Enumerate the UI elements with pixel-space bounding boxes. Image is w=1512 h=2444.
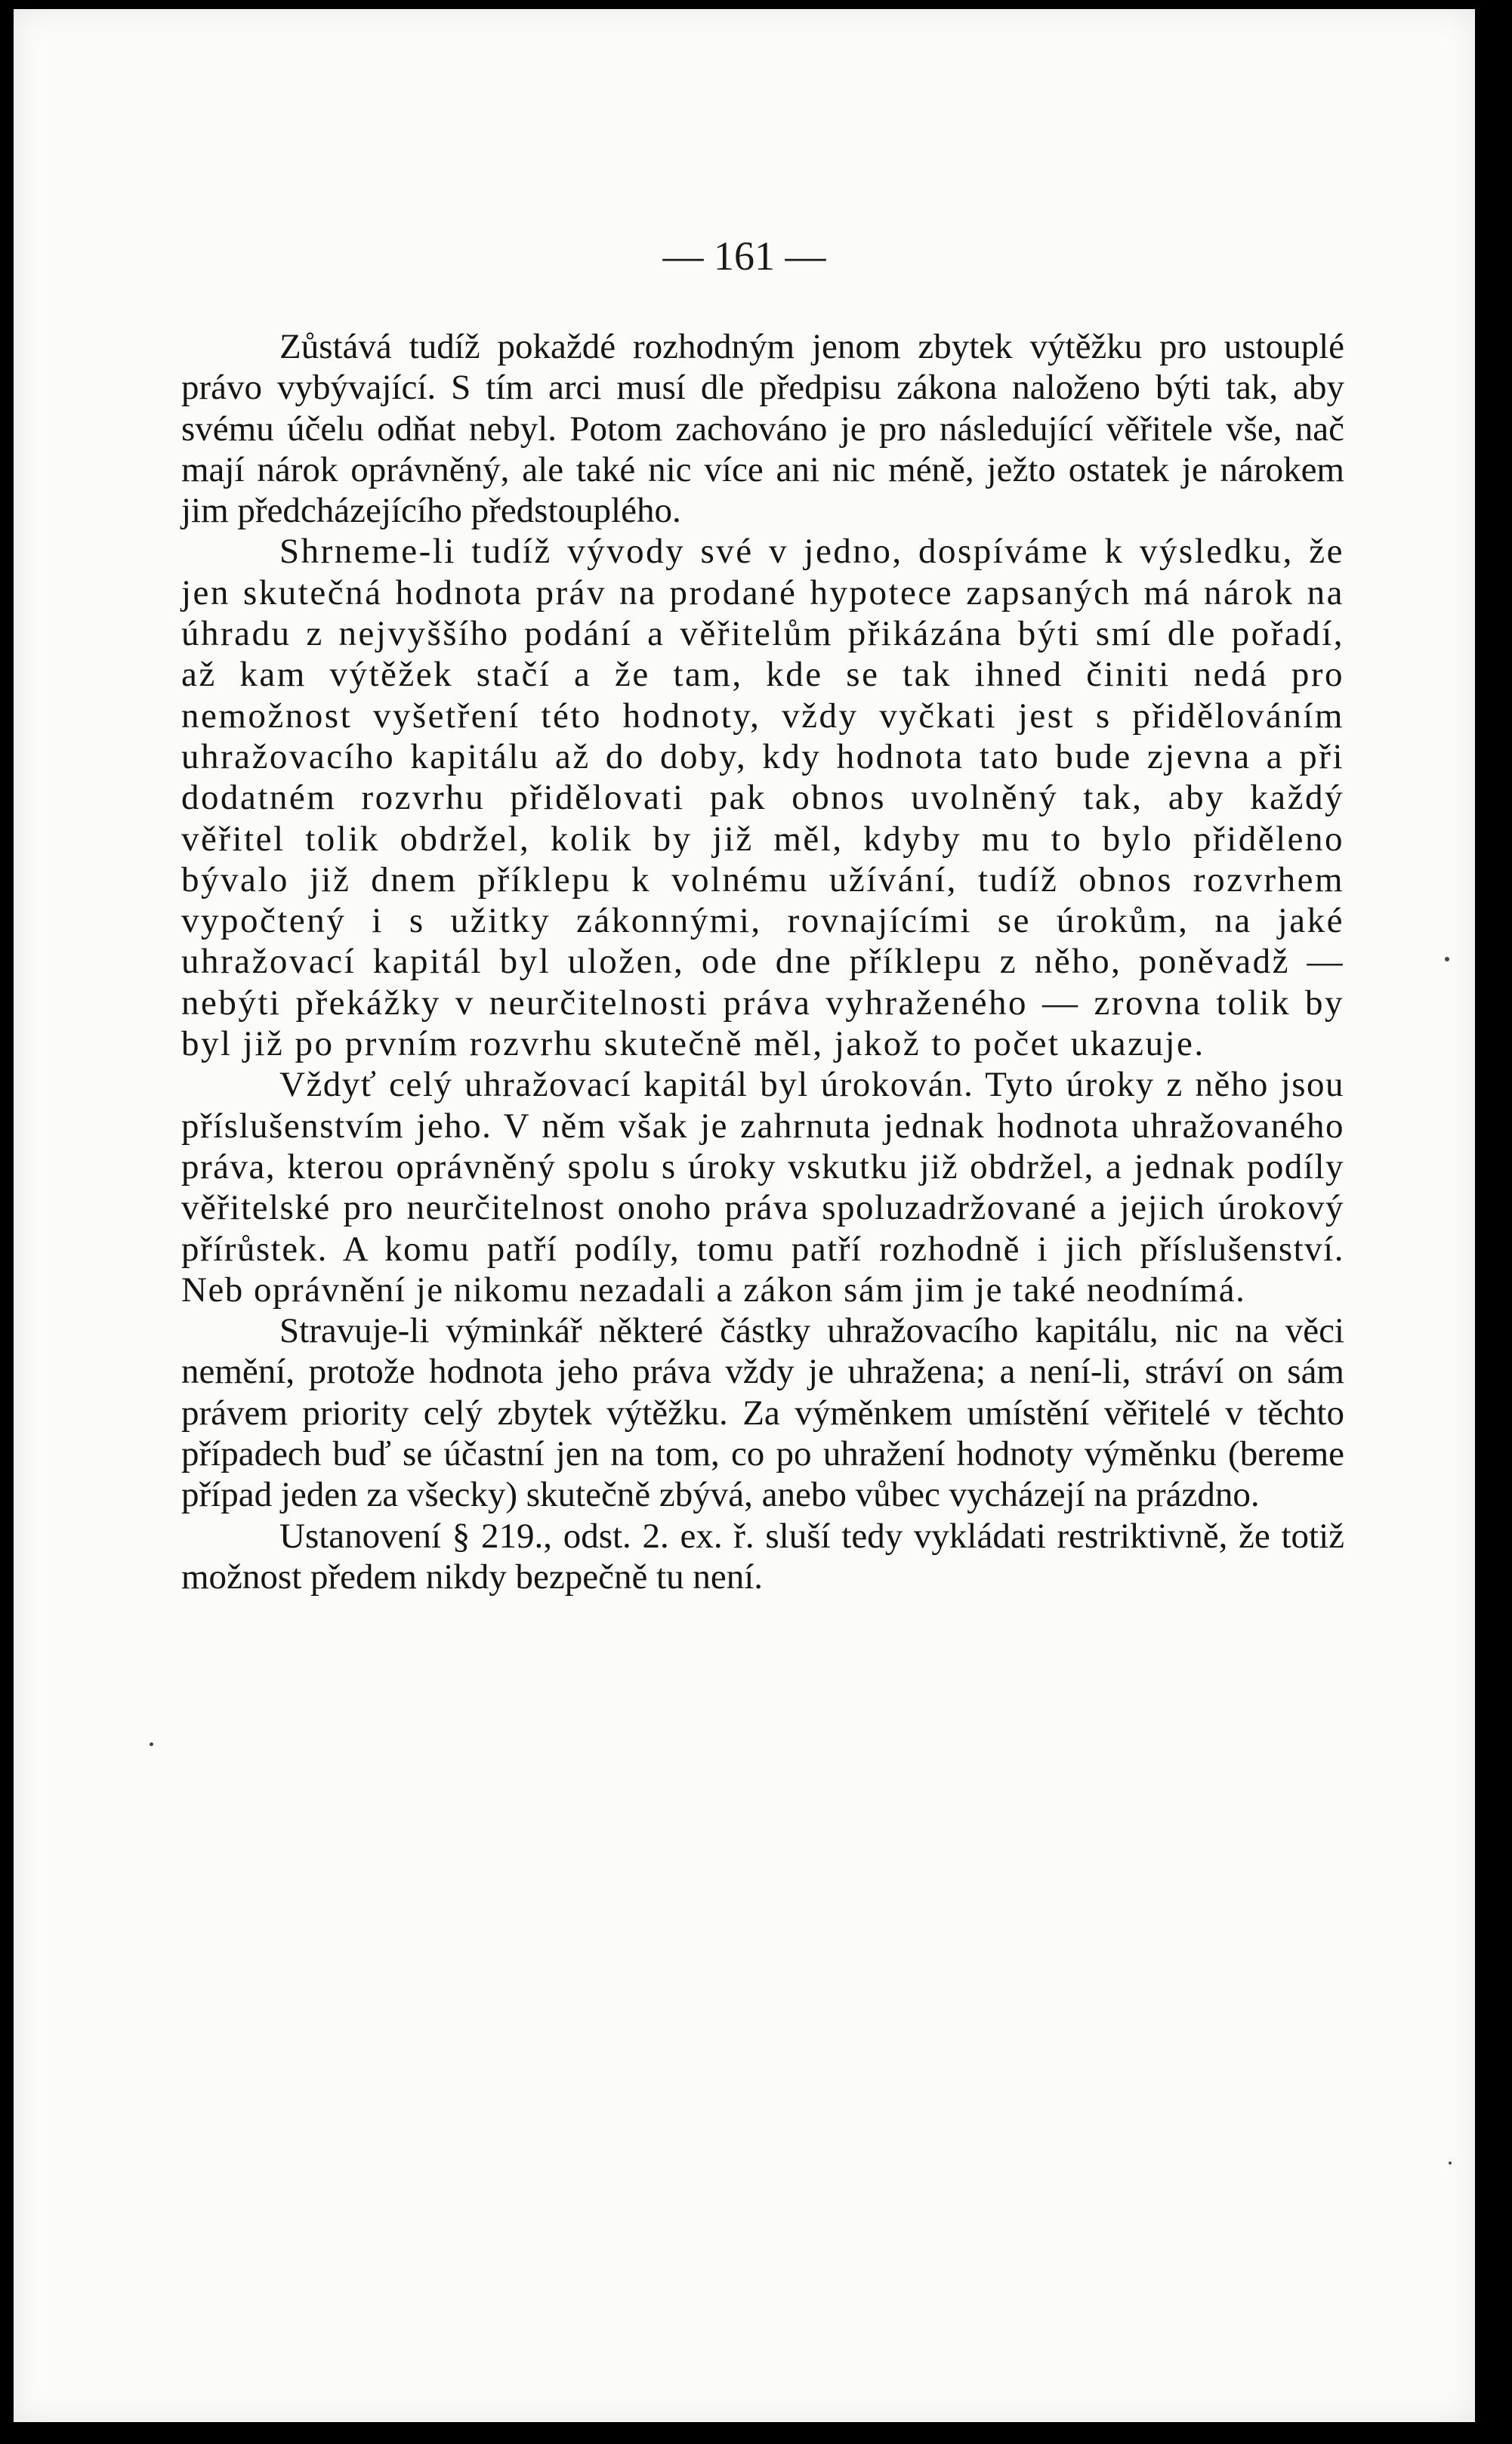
page-number: — 161 — [662,233,826,279]
paragraph: Shrneme-li tudíž vývody své v jedno, dospíváme k výsledku, že jen skutečná hodnota práv na prodané hypotece zapsaných má nárok na úhradu z nejvyššího podání a věřitelům přikázána býti smí dle pořadí, až kam výtěžek stačí a že tam, kde se tak ihned činiti nedá pro nemožnost vyšetření této hodnoty, vždy vyčkati jest s přidělováním uhražovacího kapitálu až do doby, kdy hodnota tato bude zjevna a při dodatném rozvrhu přidělovati pak obnos uvolněný tak, aby každý věřitel tolik obdržel, kolik by již měl, kdyby mu to bylo přiděleno bývalo již dnem příklepu k volnému užívání, tudíž obnos rozvrhem vypočtený i s užitky zákonnými, rovnajícími se úrokům, na jaké uhražovací kapitál byl uložen, ode dne příklepu z něho, poněvadž — nebýti překážky v neurčitelnosti práva vyhraženého — zrovna tolik by byl již po prvním rozvrhu skutečně měl, jakož to počet ukazuje. [181,532,1344,1064]
paper-speck [150,1742,153,1746]
paragraph: Ustanovení § 219., odst. 2. ex. ř. sluší tedy vykládati restriktivně, že totiž možnost předem nikdy bezpečně tu není. [181,1516,1344,1597]
body-text [181,326,1344,1597]
paragraph: Zůstává tudíž pokaždé rozhodným jenom zbytek výtěžku pro ustouplé právo vybývající. S tím arci musí dle předpisu zákona naloženo býti tak, aby svému účelu odňat nebyl. Potom zachováno je pro následující věřitele vše, nač mají nárok oprávněný, ale také nic více ani nic méně, ježto ostatek je nárokem jim předcházejícího předstouplého. [181,327,1344,531]
book-page [14,9,1475,2422]
paragraph: Stravuje-li výminkář některé částky uhražovacího kapitálu, nic na věci nemění, protože hodnota jeho práva vždy je uhražena; a není-li, stráví on sám právem priority celý zbytek výtěžku. Za výměnkem umístění věřitelé v těchto případech buď se účastní jen na tom, co po uhražení hodnoty výměnku (bereme případ jeden za všecky) skutečně zbývá, anebo vůbec vycházejí na prázdno. [181,1311,1344,1515]
paragraph: Vždyť celý uhražovací kapitál byl úrokován. Tyto úroky z něho jsou příslušenstvím jeho. V něm však je zahrnuta jednak hodnota uhražovaného práva, kterou oprávněný spolu s úroky vskutku již obdržel, a jednak podíly věřitelské pro neurčitelnost onoho práva spoluzadržované a jejich úrokový přírůstek. A komu patří podíly, tomu patří rozhodně i jich příslušenství. Neb oprávnění je nikomu nezadali a zákon sám jim je také neodnímá. [181,1065,1344,1310]
paper-speck [1445,957,1449,961]
paper-speck [1449,2162,1452,2165]
